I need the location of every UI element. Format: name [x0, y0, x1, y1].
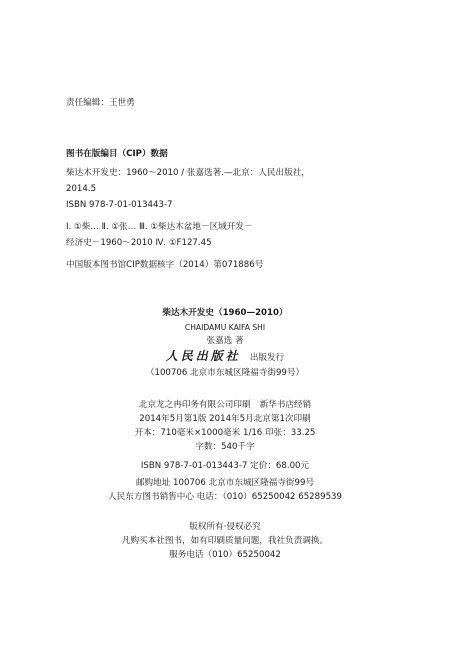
- mail-order-address: 邮购地址 100706 北京市东城区隆福寺街99号: [135, 478, 315, 488]
- service-phone: 服务电话（010）65250042: [169, 550, 281, 560]
- cip-date-line: 2014.5: [66, 184, 97, 194]
- distributor: 新华书店经销: [259, 400, 312, 410]
- book-author: 张嘉选 著: [206, 336, 244, 346]
- cip-heading: 图书在版编目（CIP）数据: [66, 149, 168, 159]
- book-title: 柴达木开发史（1960—2010）: [162, 308, 288, 318]
- sales-center-phone: 人民东方图书销售中心 电话：（010）65250042 65289539: [108, 492, 342, 502]
- cip-classification-line2: 经济史－1960～2010 Ⅳ. ①F127.45: [66, 238, 212, 248]
- word-count: 字数：540千字: [195, 442, 255, 452]
- printer: 北京龙之冉印务有限公司印刷: [138, 400, 251, 410]
- cip-title-line: 柴达木开发史：1960～2010 / 张嘉选著.—北京：人民出版社，: [66, 168, 310, 178]
- responsible-editor: 责任编辑：王世勇: [66, 98, 135, 108]
- printer-line: [0, 400, 450, 411]
- publisher-suffix: 出版发行: [249, 353, 285, 363]
- cip-approval-number: 中国版本图书馆CIP数据核字（2014）第071886号: [66, 260, 264, 270]
- book-pinyin-title: CHAIDAMU KAIFA SHI: [184, 323, 266, 332]
- cip-classification-line1: Ⅰ. ①柴… Ⅱ. ①张… Ⅲ. ①柴达木盆地－区域开发－: [66, 222, 253, 232]
- isbn-price-line: ISBN 978-7-01-013443-7 定价：68.00元: [140, 461, 310, 471]
- rights-notice: 凡购买本社图书，如有印刷质量问题，我社负责调换。: [121, 536, 329, 546]
- publisher-logo: 人民出版社: [165, 349, 241, 363]
- rights-heading: 版权所有·侵权必究: [189, 522, 261, 532]
- format-line: 开本：710毫米×1000毫米 1/16 印张：33.25: [134, 428, 316, 438]
- publisher-address: （100706 北京市东城区隆福寺街99号）: [145, 368, 305, 378]
- cip-isbn: ISBN 978-7-01-013443-7: [66, 200, 173, 210]
- publisher-line: [0, 351, 450, 364]
- edition-line: 2014年5月第1版 2014年5月北京第1次印刷: [139, 414, 311, 424]
